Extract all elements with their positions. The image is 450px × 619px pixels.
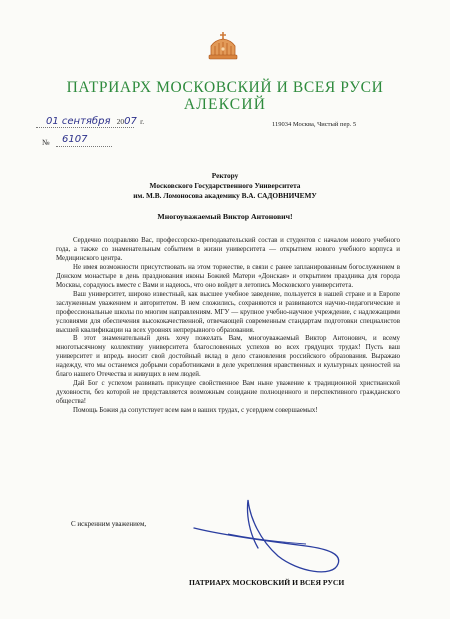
patriarch-crest-icon: [205, 30, 241, 62]
paragraph: Помощь Божия да сопутствует всем вам в ваших трудах, с усердием совершаемых!: [73, 407, 318, 415]
paragraph: Ваш университет, широко известный, как высшее учебное заведение, пользуется в нашей стране и в Европе заслуженным уважением и авторитетом. В нем сложились, сохраняются и развиваются научно-педагогические и профессиональные школы по многим направлениям. МГУ — крупное учебно-научное учреждение, с надлежащими условиями для обеспечения высококачественной, отвечающей современным стандартам подготовки специалистов высшей квалификации на всех уровнях непрерывного образования.: [56, 290, 400, 334]
header-title: ПАТРИАРХ МОСКОВСКИЙ И ВСЕЯ РУСИ: [66, 79, 384, 96]
number-label: №: [42, 138, 50, 147]
handwritten-number: 6107: [62, 134, 88, 145]
letterhead-address: 119034 Москва, Чистый пер. 5: [272, 121, 357, 128]
paragraph: Не имея возможности присутствовать на этом торжестве, в связи с ранее запланированным богослужением в Донском монастыре в день празднования иконы Божией Матери «Донская» и открытием праздника для города Москвы, сорадуюсь вместе с Вами и надеюсь, что оно войдет в летопись Московского университета.: [56, 263, 400, 289]
signoff: ПАТРИАРХ МОСКОВСКИЙ И ВСЕЯ РУСИ: [189, 578, 345, 587]
salutation: Многоуважаемый Виктор Антонович!: [157, 212, 293, 221]
addressee-institution: Московского Государственного Университета: [149, 181, 301, 190]
header-name: АЛЕКСИЙ: [183, 96, 267, 113]
addressee-name: им. М.В. Ломоносова академику В.А. САДОВНИЧЕМУ: [133, 191, 317, 200]
addressee-title: Ректору: [211, 171, 239, 180]
handwritten-date: 01 сентября 2007 г.: [46, 116, 145, 127]
paragraph: Дай Бог с успехом развивать присущее свойственное Вам ныне уважение к традиционной христианской духовности, без которой не представляется возможным созидание полноценного и перспективного гражданского общества!: [56, 380, 400, 406]
letter-body: [56, 237, 400, 416]
paragraph: В этот знаменательный день хочу пожелать Вам, многоуважаемый Виктор Антонович, и всему многотысячному коллективу университета благословенных успехов во всех грядущих трудах! Пусть ваш университет и впредь вносит свой достойный вклад в дело становления российского образования. Выражаю надежду, что мы останемся добрыми соработниками в деле укрепления нравственных и культурных ценностей на благо нашего Отечества и живущих в нем людей.: [56, 335, 400, 379]
number-underline: [56, 146, 112, 147]
closing: С искренним уважением,: [71, 520, 147, 528]
paragraph: Сердечно поздравляю Вас, профессорско-преподавательский состав и студентов с началом нового учебного года, а также со знаменательным событием в жизни университета — открытием нового учебного корпуса и Медицинского центра.: [56, 237, 400, 262]
signature-icon: [188, 494, 348, 580]
